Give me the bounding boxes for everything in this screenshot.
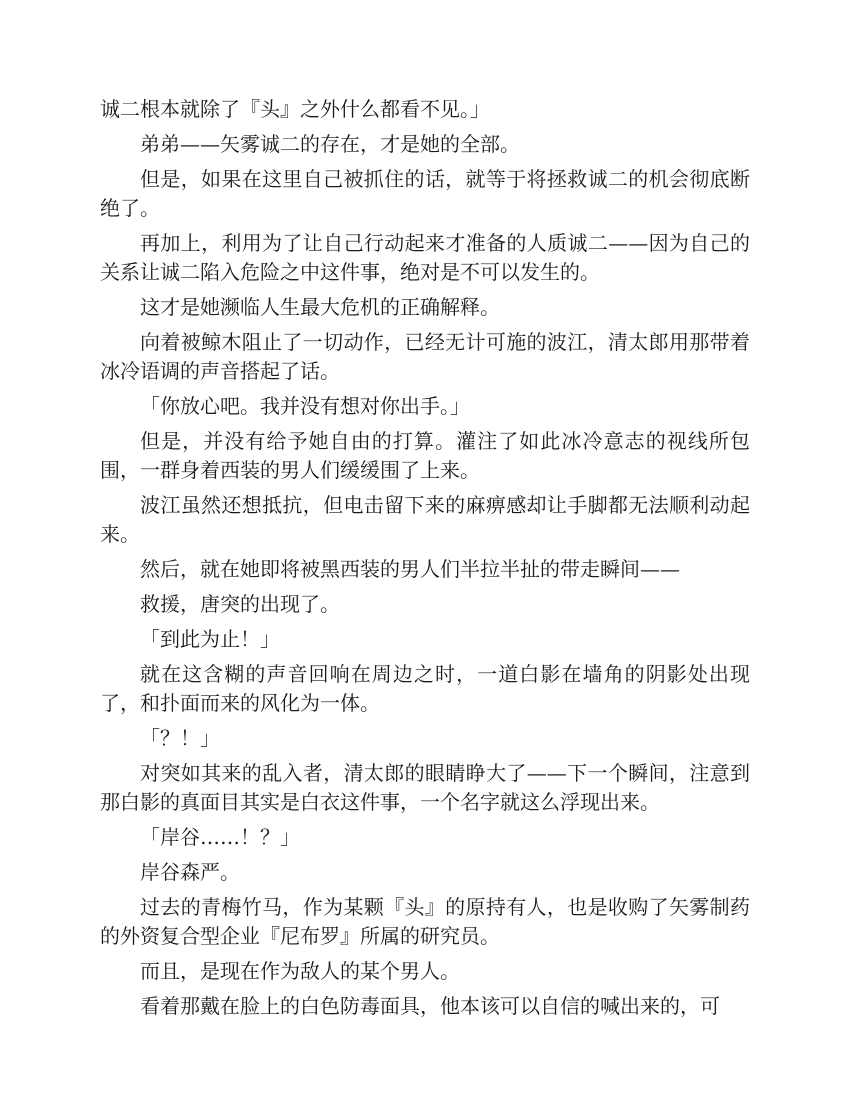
paragraph-15: 对突如其来的乱入者，清太郎的眼睛睁大了——下一个瞬间，注意到那白影的真面目其实是白衣这件事，一个名字就这么浮现出来。 — [100, 761, 750, 814]
paragraph-18: 过去的青梅竹马，作为某颗『头』的原持有人，也是收购了矢雾制药的外资复合型企业『尼布罗』所属的研究员。 — [100, 895, 750, 948]
paragraph-14: 「？！」 — [140, 726, 220, 750]
paragraph-13: 就在这含糊的声音回响在周边之时，一道白影在墙角的阴影处出现了，和扑面而来的风化为一体。 — [100, 662, 750, 715]
paragraph-7: 「你放心吧。我并没有想对你出手。」 — [140, 394, 470, 418]
paragraph-10: 然后，就在她即将被黑西装的男人们半拉半扯的带走瞬间—— — [140, 557, 680, 581]
paragraph-17: 岸谷森严。 — [140, 860, 240, 884]
document-page — [100, 95, 750, 1027]
paragraph-3: 但是，如果在这里自己被抓住的话，就等于将拯救诚二的机会彻底断绝了。 — [100, 167, 750, 220]
paragraph-2: 弟弟——矢雾诚二的存在，才是她的全部。 — [140, 132, 520, 156]
paragraph-8: 但是，并没有给予她自由的打算。灌注了如此冰冷意志的视线所包围，一群身着西装的男人们缓缓围了上来。 — [100, 429, 750, 482]
paragraph-11: 救援，唐突的出现了。 — [140, 592, 340, 616]
paragraph-19: 而且，是现在作为敌人的某个男人。 — [140, 959, 460, 983]
paragraph-1: 诚二根本就除了『头』之外什么都看不见。」 — [100, 97, 490, 121]
paragraph-6: 向着被鲸木阻止了一切动作，已经无计可施的波江，清太郎用那带着冰冷语调的声音搭起了话。 — [100, 330, 750, 383]
paragraph-12: 「到此为止！」 — [140, 627, 280, 651]
paragraph-20: 看着那戴在脸上的白色防毒面具，他本该可以自信的喊出来的，可 — [140, 994, 720, 1018]
paragraph-5: 这才是她濒临人生最大危机的正确解释。 — [140, 295, 500, 319]
paragraph-9: 波江虽然还想抵抗，但电击留下来的麻痹感却让手脚都无法顺利动起来。 — [100, 493, 750, 546]
paragraph-4: 再加上，利用为了让自己行动起来才准备的人质诚二——因为自己的关系让诚二陷入危险之中这件事，绝对是不可以发生的。 — [100, 231, 750, 284]
paragraph-16: 「岸谷……！？」 — [140, 825, 300, 849]
